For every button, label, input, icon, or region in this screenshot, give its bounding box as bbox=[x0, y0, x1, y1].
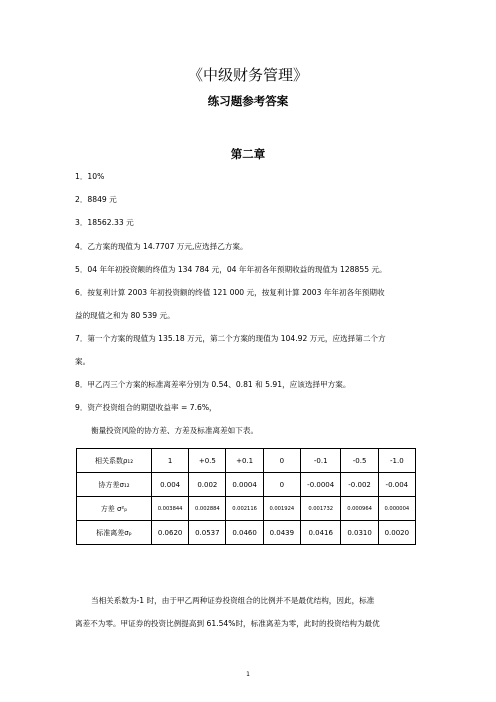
table-cell: 0.0620 bbox=[152, 521, 189, 545]
conclusion-line-2: 离差不为零。甲证券的投资比例提高到 61.54%时，标准离差为零，此时的投资结构为最优 bbox=[75, 619, 380, 628]
table-cell: 0.002116 bbox=[226, 497, 263, 521]
table-cell: 0.0004 bbox=[226, 473, 263, 497]
table-cell: 0.0020 bbox=[378, 521, 415, 545]
table-cell: 0.0460 bbox=[226, 521, 263, 545]
chapter-heading: 第二章 bbox=[230, 147, 266, 161]
table-cell: 0.0439 bbox=[263, 521, 300, 545]
answer-1: 1．10% bbox=[75, 172, 105, 181]
table-cell: 0.002884 bbox=[189, 497, 226, 521]
doc-subtitle: 练习题参考答案 bbox=[207, 94, 289, 108]
answer-7: 7．第一个方案的现值为 135.18 万元，第二个方案的现值为 104.92 万元，应选择第二个方 bbox=[75, 334, 386, 343]
table-cell: 0.001924 bbox=[263, 497, 300, 521]
table-cell: 0.000964 bbox=[341, 497, 378, 521]
answer-6-cont: 益的现值之和为 80 539 元。 bbox=[75, 311, 175, 320]
table-row bbox=[77, 521, 416, 545]
table-cell: 0.0416 bbox=[300, 521, 341, 545]
answer-2: 2．8849 元 bbox=[75, 195, 117, 204]
answer-8: 8．甲乙丙三个方案的标准离差率分别为 0.54、0.81 和 5.91，应该选择甲方案。 bbox=[75, 380, 351, 389]
answer-5: 5．04 年年初投资额的终值为 134 784 元，04 年年初各年预期收益的现值为 128855 元。 bbox=[75, 265, 387, 274]
row-label: 标准离差σₚ bbox=[77, 521, 152, 545]
table-cell: 1 bbox=[152, 449, 189, 473]
risk-table bbox=[76, 448, 416, 545]
table-cell: 0 bbox=[263, 473, 300, 497]
table-cell: +0.5 bbox=[189, 449, 226, 473]
row-label: 协方差σ₁₂ bbox=[77, 473, 152, 497]
page-number: 1 bbox=[246, 671, 250, 678]
answer-4: 4．乙方案的现值为 14.7707 万元,应选择乙方案。 bbox=[75, 242, 248, 251]
answer-9-cont: 衡量投资风险的协方差、方差及标准离差如下表。 bbox=[91, 426, 259, 435]
table-cell: -0.004 bbox=[378, 473, 415, 497]
row-label: 相关系数ρ₁₂ bbox=[77, 449, 152, 473]
table-cell: -0.0004 bbox=[300, 473, 341, 497]
table-cell: 0.0537 bbox=[189, 521, 226, 545]
table-row bbox=[77, 449, 416, 473]
table-cell: -1.0 bbox=[378, 449, 415, 473]
table-cell: 0.003844 bbox=[152, 497, 189, 521]
answer-6: 6．按复利计算 2003 年初投资额的终值 121 000 元，按复利计算 2003 年年初各年预期收 bbox=[75, 288, 385, 297]
table-row bbox=[77, 497, 416, 521]
table-row bbox=[77, 473, 416, 497]
table-cell: 0.000004 bbox=[378, 497, 415, 521]
table-cell: 0.0310 bbox=[341, 521, 378, 545]
table-cell: 0.001732 bbox=[300, 497, 341, 521]
answer-9: 9．资产投资组合的期望收益率 = 7.6%， bbox=[75, 403, 217, 412]
answer-3: 3．18562.33 元 bbox=[75, 218, 134, 227]
table-cell: +0.1 bbox=[226, 449, 263, 473]
table-cell: -0.5 bbox=[341, 449, 378, 473]
row-label: 方差 σ²ₚ bbox=[77, 497, 152, 521]
table-cell: 0.004 bbox=[152, 473, 189, 497]
table-cell: 0 bbox=[263, 449, 300, 473]
conclusion-line-1: 当相关系数为-1 时，由于甲乙两种证券投资组合的比例并不是最优结构，因此，标准 bbox=[91, 596, 375, 605]
answer-7-cont: 案。 bbox=[75, 357, 91, 366]
table-cell: -0.1 bbox=[300, 449, 341, 473]
doc-title: 《中级财务管理》 bbox=[187, 66, 308, 84]
table-cell: 0.002 bbox=[189, 473, 226, 497]
table-cell: -0.002 bbox=[341, 473, 378, 497]
